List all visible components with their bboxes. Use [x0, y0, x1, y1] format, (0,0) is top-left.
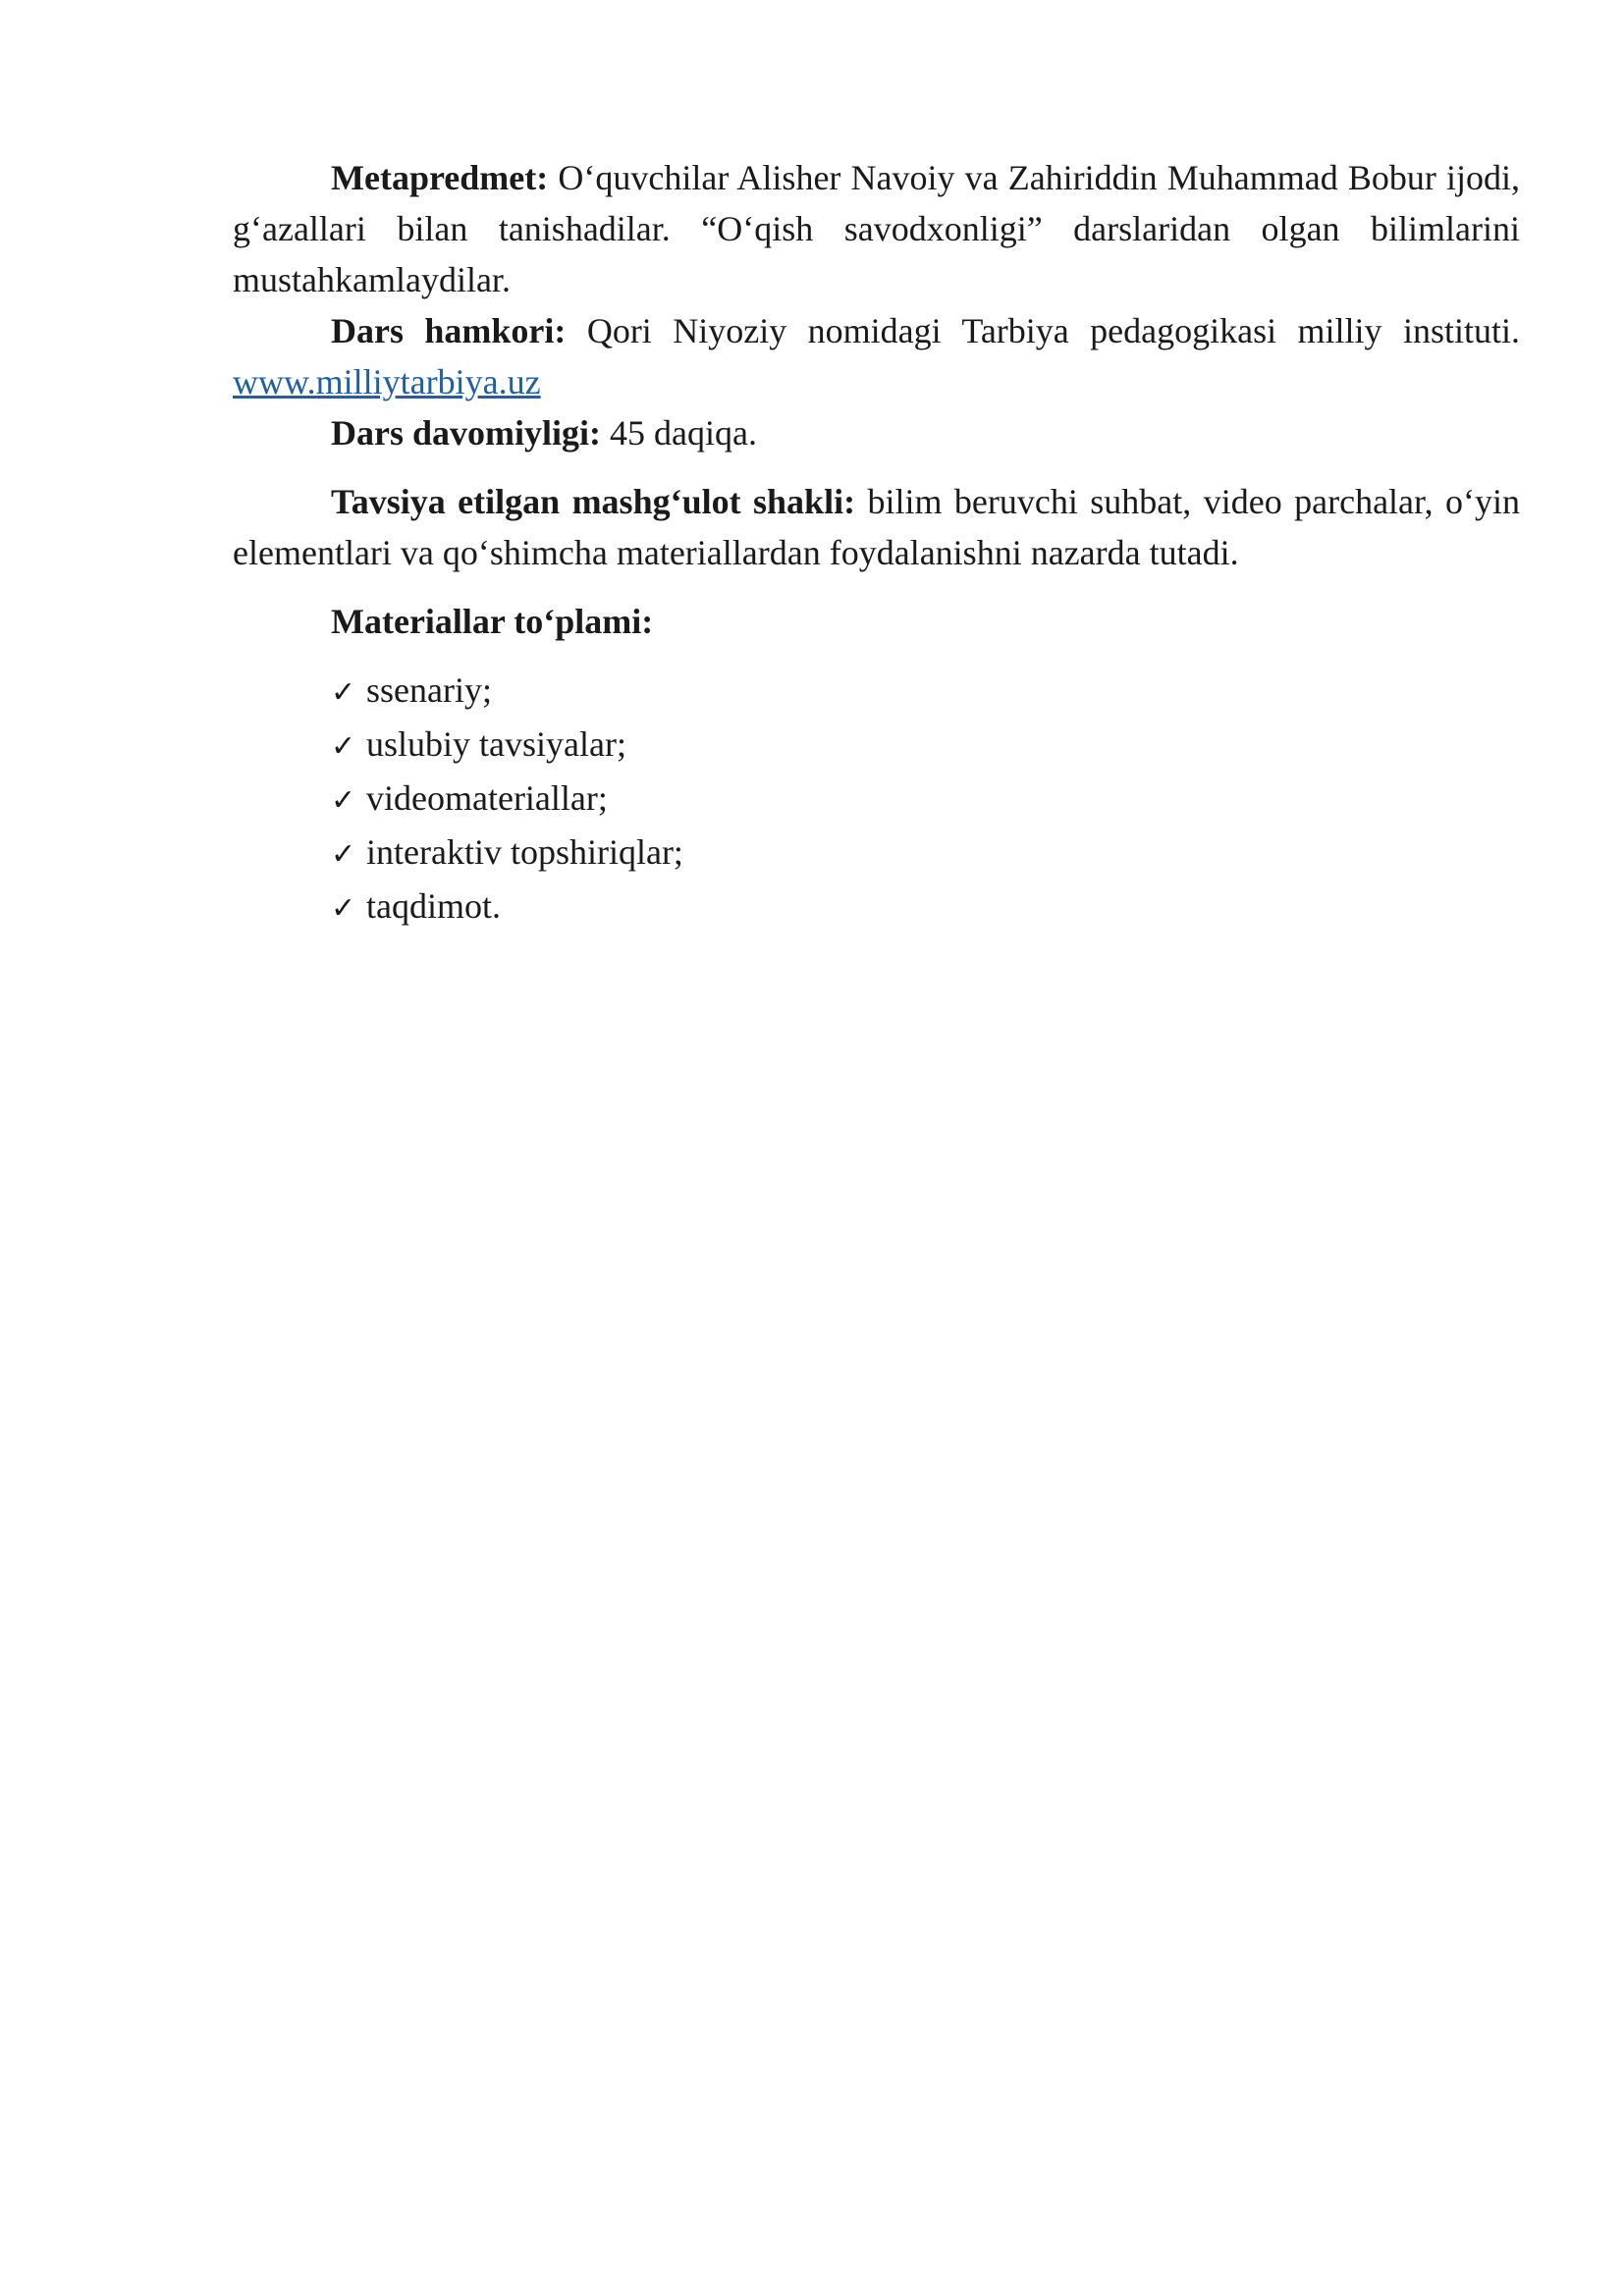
checkmark-icon: ✓	[331, 675, 356, 710]
shakl-text: bilim beruvchi suhbat, video parchalar, o‘yin elementlari va qo‘shimcha materiallardan foydalanishni nazarda tutadi.	[233, 482, 1520, 572]
shakl-label: Tavsiya etilgan mashg‘ulot shakli:	[331, 482, 856, 521]
list-item	[331, 881, 1520, 934]
checkmark-icon: ✓	[331, 837, 356, 872]
davomiylik-text: 45 daqiqa.	[601, 413, 757, 453]
list-item	[331, 773, 1520, 827]
list-item-text: interaktiv topshiriqlar;	[366, 832, 683, 872]
davomiylik-paragraph	[233, 407, 1520, 458]
list-item	[331, 719, 1520, 773]
metapredmet-text: O‘quvchilar Alisher Navoiy va Zahiriddin Muhammad Bobur ijodi, g‘azallari bilan tanishadilar. “O‘qish savodxonligi” darslaridan olgan bilimlarini mustahkamlaydilar.	[233, 158, 1520, 299]
checkmark-icon: ✓	[331, 783, 356, 818]
materiallar-list	[233, 665, 1520, 934]
document-page	[233, 152, 1520, 934]
list-item-text: videomateriallar;	[366, 778, 608, 818]
list-item	[331, 665, 1520, 719]
materiallar-heading: Materiallar to‘plami:	[331, 602, 654, 641]
list-item-text: ssenariy;	[366, 670, 492, 710]
hamkor-label: Dars hamkori:	[331, 311, 567, 350]
shakl-paragraph	[233, 476, 1520, 578]
hamkor-text: Qori Niyoziy nomidagi Tarbiya pedagogikasi milliy instituti.	[566, 311, 1520, 350]
checkmark-icon: ✓	[331, 729, 356, 764]
metapredmet-paragraph	[233, 152, 1520, 305]
list-item	[331, 827, 1520, 881]
metapredmet-label: Metapredmet:	[331, 158, 549, 197]
hamkor-paragraph	[233, 305, 1520, 407]
list-item-text: uslubiy tavsiyalar;	[366, 724, 626, 764]
checkmark-icon: ✓	[331, 891, 356, 926]
hamkor-website-link[interactable]: www.milliytarbiya.uz	[233, 362, 541, 401]
list-item-text: taqdimot.	[366, 886, 501, 926]
davomiylik-label: Dars davomiyligi:	[331, 413, 601, 453]
